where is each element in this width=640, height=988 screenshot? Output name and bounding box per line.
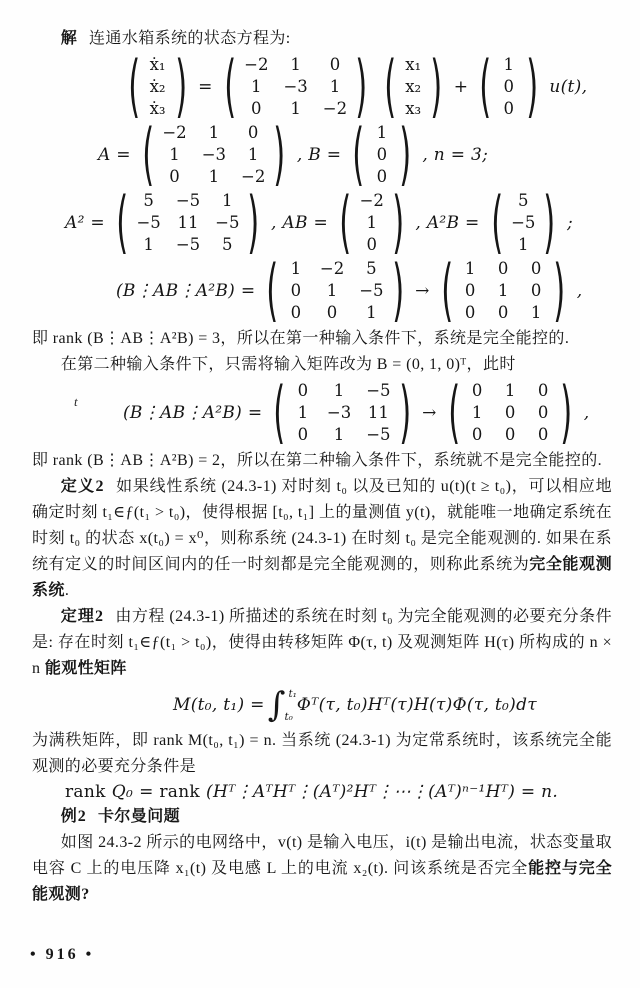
matrix-cell: 0 xyxy=(471,425,483,444)
matrix-cell: −5 xyxy=(215,213,240,232)
matrix-cell: −3 xyxy=(201,145,227,164)
formula-text: → xyxy=(422,403,437,423)
text-segment: 能控与完全能观测? xyxy=(32,860,612,903)
matrix xyxy=(345,114,418,194)
matrix-cell: 0 xyxy=(326,303,338,322)
second-input-paragraph: 在第二种输入条件下，只需将输入矩阵改为 B = (0, 1, 0)ᵀ，此时 xyxy=(60,356,516,373)
formula-text: , B = xyxy=(296,145,342,165)
matrix-cell: −2 xyxy=(244,55,269,74)
matrix-paren: ) xyxy=(543,182,556,262)
matrix-paren: ) xyxy=(430,46,443,126)
matrix-cell: 1 xyxy=(504,381,516,400)
matrix-cell: 1 xyxy=(464,259,476,278)
matrix-paren: ) xyxy=(273,114,286,194)
formula-text: → xyxy=(415,281,430,301)
matrix-cell: 0 xyxy=(537,403,549,422)
matrix-paren: ) xyxy=(553,250,566,330)
page-number: • 916 • xyxy=(30,946,95,963)
matrix-cell: 1 xyxy=(208,167,220,186)
formula-text: , xyxy=(576,281,583,301)
matrix-cell: 1 xyxy=(497,281,509,300)
formula-text: , A²B = xyxy=(415,213,480,233)
matrix-cell: 0 xyxy=(504,425,516,444)
matrix-cell: −2 xyxy=(322,99,348,118)
matrix-cell: 1 xyxy=(333,381,345,400)
full-rank-paragraph: 为满秩矩阵，即 rank M(t₀, t₁) = n. 当系统 (24.3-1) 为定常系统时，该系统完全能观测的必要充分条件是 xyxy=(32,732,612,775)
matrix-cell: −2 xyxy=(359,191,384,210)
matrix-paren: ( xyxy=(479,46,492,126)
formula-text: rank xyxy=(65,782,106,802)
equation-rank-Q xyxy=(62,782,612,802)
formula-text: , n = 3; xyxy=(422,145,489,165)
matrix-cell: 5 xyxy=(366,259,377,278)
matrix-paren: ( xyxy=(490,182,503,262)
matrix xyxy=(332,182,411,262)
matrix-cell: 1 xyxy=(366,213,377,232)
matrix-cell: x₃ xyxy=(405,99,422,118)
matrix-cell: 1 xyxy=(290,259,302,278)
matrix-paren: ( xyxy=(273,372,286,452)
matrix-cell: 0 xyxy=(297,381,309,400)
equation-A2-AB-A2B xyxy=(62,182,612,262)
matrix-cell: ẋ₂ xyxy=(149,77,166,96)
matrix-paren: ) xyxy=(391,250,404,330)
matrix-cell: 1 xyxy=(169,145,180,164)
matrix-cell: 0 xyxy=(290,303,302,322)
formula-text: Q₀ xyxy=(111,782,134,802)
matrix-paren: ( xyxy=(116,182,129,262)
matrix-cell: 1 xyxy=(208,123,220,142)
definition-2-text xyxy=(32,478,612,599)
matrix-paren: ( xyxy=(142,114,155,194)
matrix-cell: −5 xyxy=(366,381,391,400)
matrix-paren: ) xyxy=(174,46,187,126)
matrix-cell: 0 xyxy=(464,303,476,322)
matrix-cell: −2 xyxy=(319,259,345,278)
matrix-cell: 1 xyxy=(326,281,338,300)
example-2-label: 例2 xyxy=(60,808,87,825)
matrix xyxy=(217,46,375,126)
matrix-cell: 0 xyxy=(471,381,483,400)
matrix-cell: 1 xyxy=(503,55,515,74)
matrix-paren: ) xyxy=(399,114,412,194)
example-2-heading xyxy=(32,804,612,830)
matrix-cell: 0 xyxy=(537,425,549,444)
matrix-cell: 0 xyxy=(251,99,262,118)
matrix-paren: ( xyxy=(383,46,396,126)
matrix xyxy=(377,46,450,126)
equation-state-space xyxy=(120,46,612,126)
formula-text: (B⋮AB⋮A²B) = xyxy=(123,403,263,423)
matrix-cell: 1 xyxy=(530,303,542,322)
matrix-cell: 0 xyxy=(297,425,309,444)
formula-text: (B⋮AB⋮A²B) = xyxy=(116,281,256,301)
text-segment: 完全能观测系统 xyxy=(32,556,612,599)
theorem-2-label: 定理2 xyxy=(60,608,105,625)
matrix-cell: 0 xyxy=(169,167,180,186)
matrix xyxy=(259,250,411,330)
integral-sign: ∫ t₁ t₀ xyxy=(267,685,297,725)
matrix-cell: −2 xyxy=(162,123,187,142)
equation-observability-gramian xyxy=(170,685,612,725)
matrix-cell: 1 xyxy=(518,235,529,254)
matrix-paren: ) xyxy=(392,182,405,262)
matrix-cell: 0 xyxy=(329,55,341,74)
formula-text: = rank xyxy=(139,782,201,802)
matrix-cell: 1 xyxy=(297,403,309,422)
matrix xyxy=(441,372,580,452)
matrix-paren: ) xyxy=(355,46,368,126)
matrix-paren: ) xyxy=(398,372,411,452)
matrix-paren: ( xyxy=(128,46,141,126)
text-segment: 如图 24.3-2 所示的电网络中，v(t) 是输入电压，i(t) 是输出电流，状态变量取电容 C 上的电压降 x₁(t) 及电感 L 上的电流 x₂(t). 问该系统是否完全 xyxy=(32,834,612,877)
definition-2-label: 定义2 xyxy=(60,478,105,495)
matrix-cell: 0 xyxy=(530,281,542,300)
matrix-cell: 0 xyxy=(376,145,388,164)
matrix-cell: 1 xyxy=(143,235,154,254)
matrix-cell: 1 xyxy=(376,123,388,142)
matrix-paren: ( xyxy=(223,46,236,126)
solution-text: 连通水箱系统的状态方程为: xyxy=(89,30,291,47)
matrix-cell: −5 xyxy=(366,425,391,444)
matrix-cell: 0 xyxy=(464,281,476,300)
matrix-cell: 1 xyxy=(329,77,341,96)
theorem-2-text xyxy=(32,608,612,677)
theorem-2-paragraph xyxy=(32,604,612,682)
matrix-cell: −3 xyxy=(326,403,352,422)
matrix-cell: −5 xyxy=(511,213,536,232)
text-segment: 由方程 (24.3-1) 所描述的系统在时刻 t₀ 为完全能观测的必要充分条件是: 存在时刻 t₁∈ƒ(t₁ > t₀)，使得由转移矩阵 Φ(τ, t) 及观测矩阵 H(τ) 所构成的 n × n xyxy=(32,608,612,677)
matrix-cell: ẋ₁ xyxy=(149,55,166,74)
matrix-cell: 0 xyxy=(376,167,388,186)
matrix-cell: 11 xyxy=(177,213,199,232)
example-2-paragraph xyxy=(32,830,612,908)
matrix-cell: −5 xyxy=(175,191,201,210)
matrix-paren: ( xyxy=(447,372,460,452)
solution-label: 解 xyxy=(60,30,78,47)
formula-text: + xyxy=(453,77,469,97)
matrix-paren: ) xyxy=(560,372,573,452)
matrix-cell: 5 xyxy=(518,191,529,210)
matrix-paren: ( xyxy=(440,250,453,330)
equation-controllability-2 xyxy=(120,372,612,452)
matrix-cell: 0 xyxy=(530,259,542,278)
matrix-cell: 1 xyxy=(290,55,301,74)
matrix-cell: −5 xyxy=(359,281,384,300)
matrix xyxy=(266,372,418,452)
text-segment: 如果线性系统 (24.3-1) 对时刻 t₀ 以及已知的 u(t)(t ≥ t₀)，可以相应地确定时刻 t₁∈ƒ(t₁ > t₀)，使得根据 [t₀, t₁] 上的量测值 y(t)，就能唯一地确定系统在时刻 t₀ 的状态 x(t₀) = x⁰，则称系统 (24.3-1) 在时刻 t₀ 是完全能观测的. 如果在系统有定义的时间区间内的任一时刻都是完全能观测的，则称此系统为 xyxy=(32,478,612,573)
text-segment: . xyxy=(64,582,70,599)
formula-text: A = xyxy=(98,145,131,165)
matrix-paren: ( xyxy=(339,182,352,262)
equation-controllability-1 xyxy=(113,250,612,330)
solution-paragraph xyxy=(32,26,612,52)
matrix-cell: 1 xyxy=(333,425,345,444)
matrix-cell: 0 xyxy=(503,99,515,118)
formula-text: A² = xyxy=(65,213,105,233)
example-2-title: 卡尔曼问题 xyxy=(98,808,181,825)
matrix-paren: ) xyxy=(247,182,260,262)
matrix-cell: 1 xyxy=(366,303,377,322)
matrix xyxy=(135,114,293,194)
rank-3-paragraph: 即 rank (B⋮AB⋮A²B) = 3，所以在第一种输入条件下，系统是完全能控的. xyxy=(32,330,570,347)
matrix xyxy=(121,46,194,126)
stray-ink-mark: t xyxy=(74,394,78,409)
formula-text: , AB = xyxy=(271,213,329,233)
matrix-cell: 0 xyxy=(503,77,515,96)
matrix-cell: 1 xyxy=(471,403,483,422)
matrix-cell: −3 xyxy=(283,77,308,96)
matrix-cell: 1 xyxy=(247,145,259,164)
matrix-cell: 0 xyxy=(290,281,302,300)
matrix-cell: 0 xyxy=(537,381,549,400)
matrix-cell: 0 xyxy=(497,303,509,322)
matrix-cell: −2 xyxy=(241,167,266,186)
definition-2-paragraph xyxy=(32,474,612,604)
matrix-cell: x₁ xyxy=(405,55,422,74)
rank-2-paragraph: 即 rank (B⋮AB⋮A²B) = 2，所以在第二种输入条件下，系统就不是完全能控的. xyxy=(32,452,603,469)
matrix-cell: 5 xyxy=(143,191,154,210)
matrix-cell: 0 xyxy=(497,259,509,278)
matrix-cell: 1 xyxy=(290,99,301,118)
text-segment: 能观性矩阵 xyxy=(44,660,127,677)
matrix xyxy=(434,250,573,330)
matrix-cell: ẋ₃ xyxy=(149,99,166,118)
formula-text: (Hᵀ⋮AᵀHᵀ⋮(Aᵀ)²Hᵀ⋮⋯⋮(Aᵀ)ⁿ⁻¹Hᵀ) = n. xyxy=(206,782,559,802)
matrix-cell: 11 xyxy=(367,403,389,422)
matrix-cell: 0 xyxy=(504,403,516,422)
matrix-paren: ( xyxy=(352,114,365,194)
matrix-cell: 0 xyxy=(247,123,259,142)
matrix-cell: 0 xyxy=(366,235,377,254)
matrix xyxy=(484,182,563,262)
formula-text: ; xyxy=(566,213,573,233)
matrix-cell: 1 xyxy=(251,77,262,96)
matrix-paren: ( xyxy=(266,250,279,330)
matrix-cell: 5 xyxy=(222,235,233,254)
matrix-paren: ) xyxy=(526,46,539,126)
formula-text: , xyxy=(583,403,590,423)
matrix-cell: −5 xyxy=(136,213,161,232)
formula-text: Φᵀ(τ, t₀)Hᵀ(τ)H(τ)Φ(τ, t₀)dτ xyxy=(296,695,537,715)
matrix xyxy=(109,182,267,262)
matrix-cell: x₂ xyxy=(405,77,422,96)
matrix xyxy=(472,46,545,126)
formula-text: M(t₀, t₁) = xyxy=(173,695,265,715)
matrix-cell: −5 xyxy=(175,235,201,254)
equation-A-B-n xyxy=(95,114,612,194)
formula-text: u(t), xyxy=(549,77,588,97)
matrix-cell: 1 xyxy=(222,191,233,210)
formula-text: = xyxy=(198,77,213,97)
